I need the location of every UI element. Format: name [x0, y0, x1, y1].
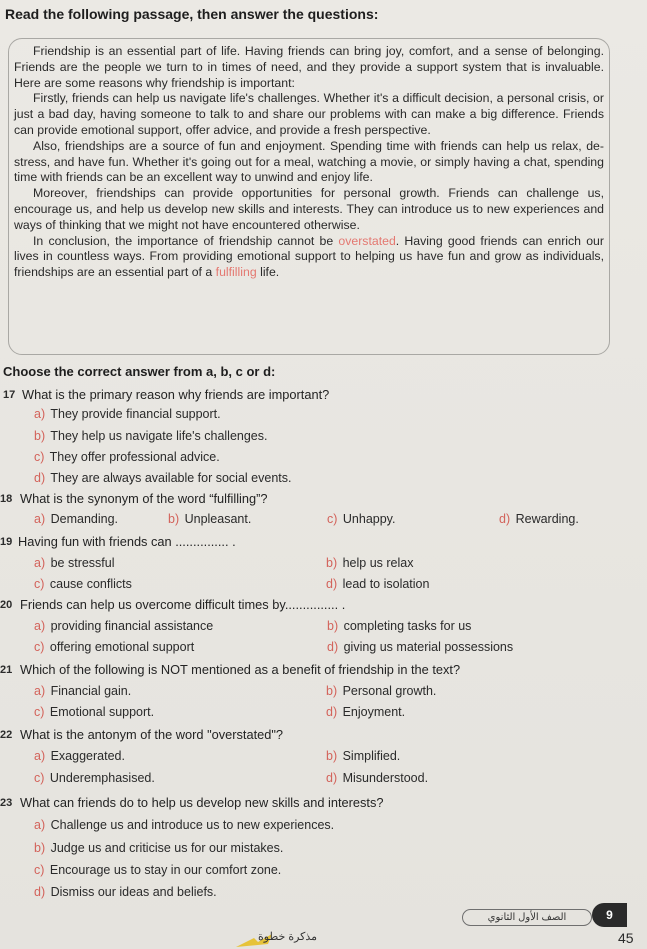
answer-option[interactable]: d) lead to isolation	[326, 577, 430, 591]
answer-option[interactable]: a) Demanding.	[34, 512, 118, 526]
option-letter: b)	[326, 749, 338, 763]
answer-option[interactable]: b) Personal growth.	[326, 684, 437, 698]
option-letter: b)	[326, 556, 338, 570]
option-letter: a)	[34, 818, 46, 832]
answer-option[interactable]: b) Judge us and criticise us for our mistakes.	[34, 841, 284, 855]
answer-option[interactable]: d) They are always available for social events.	[34, 471, 292, 485]
answer-option[interactable]: d) Dismiss our ideas and beliefs.	[34, 885, 217, 899]
question-number: 22	[0, 729, 13, 741]
option-letter: d)	[326, 577, 338, 591]
option-letter: d)	[34, 471, 46, 485]
option-letter: d)	[327, 640, 339, 654]
answer-option[interactable]: c) cause conflicts	[34, 577, 132, 591]
question-text: Having fun with friends can ............... .	[18, 534, 236, 549]
answer-option[interactable]: d) Rewarding.	[499, 512, 579, 526]
answer-option[interactable]: a) be stressful	[34, 556, 115, 570]
option-letter: b)	[326, 684, 338, 698]
question-number: 23	[0, 797, 13, 809]
option-letter: d)	[326, 771, 338, 785]
option-letter: a)	[34, 684, 46, 698]
answer-option[interactable]: b) Unpleasant.	[168, 512, 252, 526]
passage-text: life.	[256, 265, 280, 280]
page-number: 45	[618, 930, 634, 946]
option-letter: b)	[168, 512, 180, 526]
answer-option[interactable]: d) Enjoyment.	[326, 705, 406, 719]
highlighted-word-overstated: overstated	[338, 233, 396, 248]
passage-paragraph-1: Friendship is an essential part of life. Having friends can bring joy, comfort, and a sense of belonging. Friends are the people we turn to in times of need, and they provide a support system that is invaluable. Here are some reasons why friendship is important:	[14, 44, 604, 90]
answer-option[interactable]: c) Unhappy.	[327, 512, 396, 526]
option-letter: b)	[34, 841, 46, 855]
question-number: 21	[0, 664, 13, 676]
option-letter: a)	[34, 407, 46, 421]
passage-paragraph-2: Firstly, friends can help us navigate life's challenges. Whether it's a difficult decision, a personal crisis, or just a bad day, having someone to talk to and share our problems with can make a big difference. Friends can provide emotional support, offer advice, and provide a fresh perspective.	[14, 91, 604, 137]
option-letter: a)	[34, 556, 46, 570]
instruction-heading: Read the following passage, then answer the questions:	[5, 6, 379, 22]
answer-option[interactable]: c) offering emotional support	[34, 640, 195, 654]
reading-passage	[14, 44, 604, 281]
answer-option[interactable]: a) Financial gain.	[34, 684, 132, 698]
option-letter: a)	[34, 619, 46, 633]
answer-option[interactable]: c) They offer professional advice.	[34, 450, 220, 464]
answer-option[interactable]: b) Simplified.	[326, 749, 401, 763]
passage-paragraph-5	[14, 234, 604, 281]
question-text: Which of the following is NOT mentioned as a benefit of friendship in the text?	[20, 662, 461, 677]
answer-option[interactable]: b) help us relax	[326, 556, 414, 570]
passage-text: In conclusion, the importance of friendship cannot be	[33, 233, 339, 248]
answer-option[interactable]: d) Misunderstood.	[326, 771, 429, 785]
unit-badge: 9	[592, 903, 627, 927]
passage-text: . Having good friends can enrich our lives in countless ways. From providing emotional support to helping us have fun and grow as individuals, friendships are an essential part of a	[14, 233, 604, 280]
answer-option[interactable]: b) They help us navigate life's challenges.	[34, 429, 268, 443]
answer-option[interactable]: c) Emotional support.	[34, 705, 155, 719]
option-letter: a)	[34, 512, 46, 526]
passage-paragraph-4: Moreover, friendships can provide opportunities for personal growth. Friends can challenge us, encourage us, and help us develop new skills and interests. They can introduce us to new experiences and ways of thinking that we might not have encountered otherwise.	[14, 186, 604, 232]
option-letter: a)	[34, 749, 46, 763]
answer-option[interactable]: c) Underemphasised.	[34, 771, 155, 785]
option-letter: c)	[34, 450, 45, 464]
option-letter: c)	[34, 577, 45, 591]
question-text: What is the antonym of the word "overstated"?	[20, 727, 284, 742]
highlighted-word-fulfilling: fulfilling	[215, 265, 257, 280]
answer-option[interactable]: b) completing tasks for us	[327, 619, 472, 633]
option-letter: c)	[34, 705, 45, 719]
passage-paragraph-3: Also, friendships are a source of fun and enjoyment. Spending time with friends can help us relax, de-stress, and have fun. Whether it's going out for a meal, watching a movie, or simply having a chat, spending time with friends can be an excellent way to unwind and enjoy life.	[14, 138, 604, 185]
question-number: 20	[0, 599, 13, 611]
question-text: What can friends do to help us develop new skills and interests?	[20, 795, 384, 810]
option-letter: d)	[499, 512, 511, 526]
answer-option[interactable]: a) Exaggerated.	[34, 749, 125, 763]
option-letter: c)	[34, 771, 45, 785]
publisher-logo-text: مذكرة خطوة	[258, 931, 318, 943]
option-letter: b)	[327, 619, 339, 633]
section-heading: Choose the correct answer from a, b, c or d:	[3, 364, 276, 379]
grade-tag: الصف الأول الثانوي	[462, 909, 592, 926]
option-letter: b)	[34, 429, 46, 443]
answer-option[interactable]: d) giving us material possessions	[327, 640, 514, 654]
option-letter: c)	[327, 512, 338, 526]
answer-option[interactable]: a) Challenge us and introduce us to new experiences.	[34, 818, 335, 832]
question-text: What is the synonym of the word “fulfilling”?	[20, 491, 268, 506]
option-letter: c)	[34, 863, 45, 877]
answer-option[interactable]: c) Encourage us to stay in our comfort zone.	[34, 863, 282, 877]
question-text: Friends can help us overcome difficult times by............... .	[20, 597, 346, 612]
option-letter: d)	[34, 885, 46, 899]
question-text: What is the primary reason why friends are important?	[22, 387, 330, 402]
option-letter: d)	[326, 705, 338, 719]
question-number: 19	[0, 536, 13, 548]
answer-option[interactable]: a) They provide financial support.	[34, 407, 221, 421]
question-number: 18	[0, 493, 13, 505]
question-number: 17	[3, 389, 16, 401]
option-letter: c)	[34, 640, 45, 654]
answer-option[interactable]: a) providing financial assistance	[34, 619, 214, 633]
